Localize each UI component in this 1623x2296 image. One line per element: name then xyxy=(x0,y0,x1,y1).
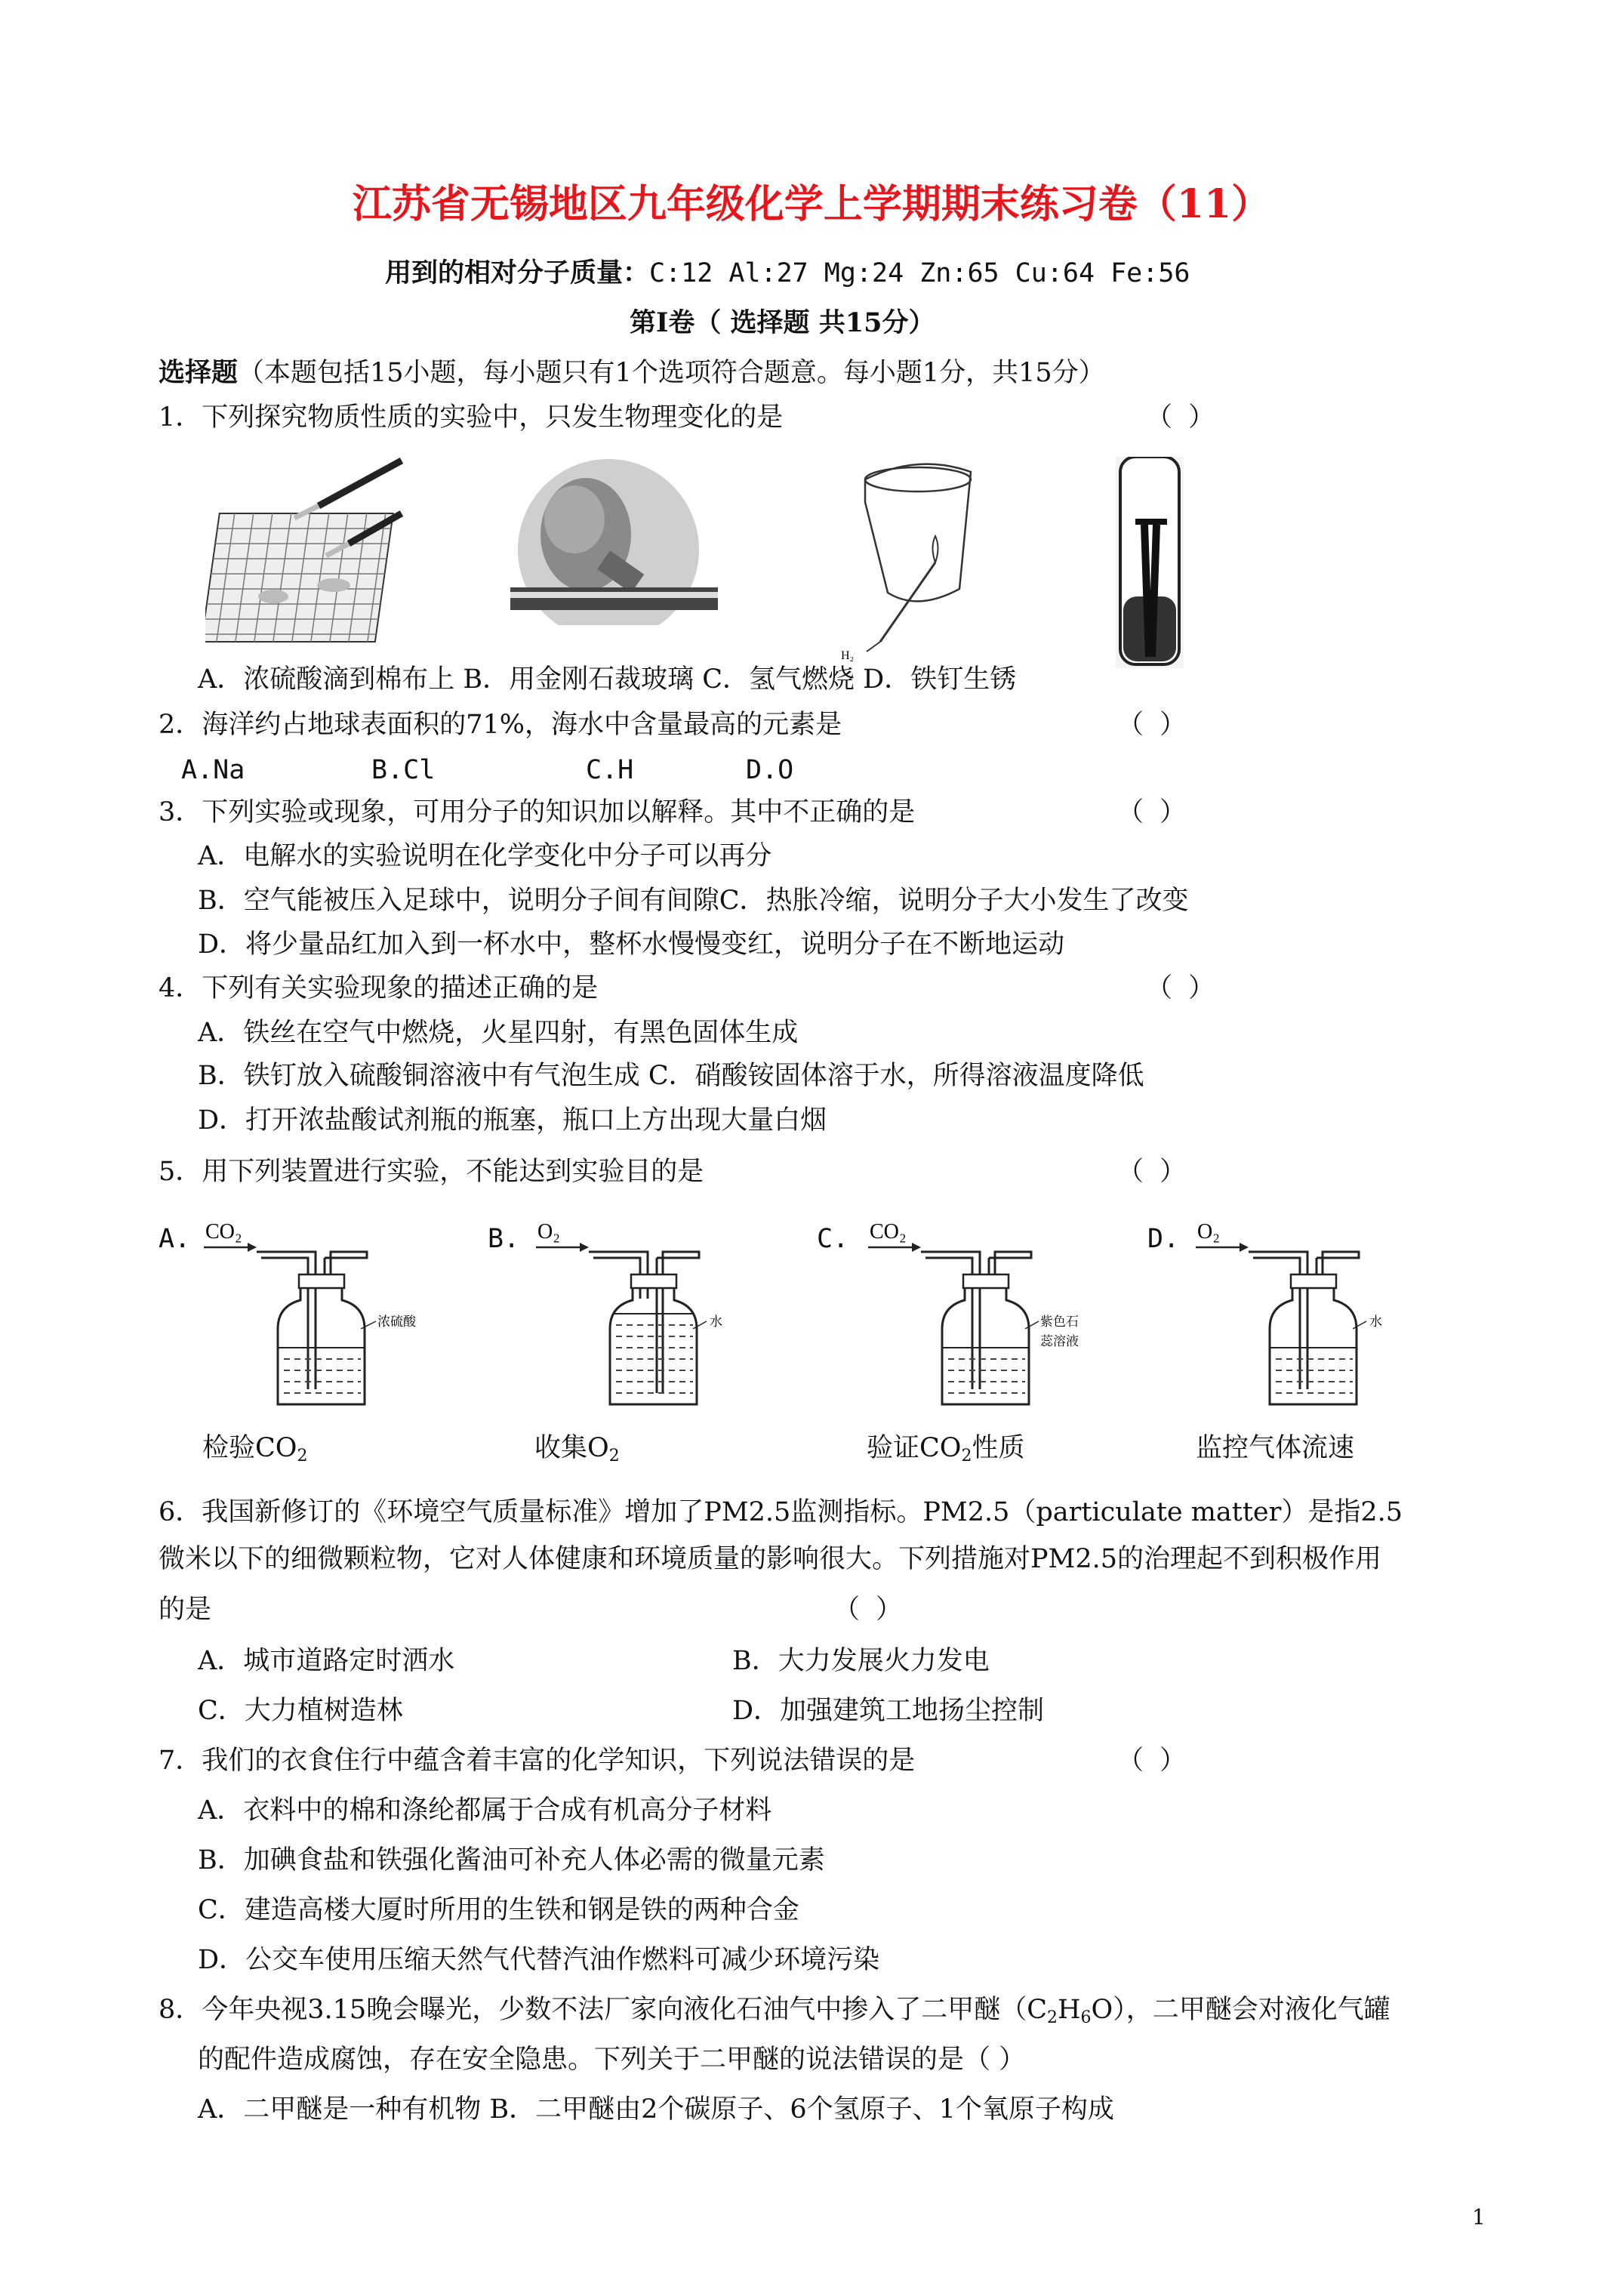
relative-masses xyxy=(385,258,1190,288)
masses-values: C:12 Al:27 Mg:24 Zn:65 Cu:64 Fe:56 xyxy=(649,258,1190,288)
q5-liquid-b: 水 xyxy=(710,1314,722,1329)
q5-liquid-c: 紫色石蕊溶液 xyxy=(1040,1314,1079,1348)
q5-stem: 5．用下列装置进行实验，不能达到实验目的是 xyxy=(159,1157,704,1187)
q5-caption-a-sub: 2 xyxy=(297,1447,308,1465)
q5-gas-b: O₂ xyxy=(537,1220,560,1244)
intro-label: 选择题 xyxy=(159,357,239,388)
q6-line3: 的是 xyxy=(159,1595,212,1625)
q1-figure-iron-nail-rusting xyxy=(1116,457,1184,668)
q5-caption-b xyxy=(534,1433,620,1463)
q5-letter-b: B. xyxy=(488,1224,520,1254)
q5-apparatus-b xyxy=(534,1216,761,1412)
q1-figure-cloth xyxy=(205,453,409,649)
q6-option-d: D．加强建筑工地扬尘控制 xyxy=(732,1696,1045,1726)
q5-letter-c: C. xyxy=(817,1224,849,1254)
q5-caption-d: 监控气体流速 xyxy=(1196,1433,1355,1463)
q3-option-bc: B．空气能被压入足球中，说明分子间有间隙C．热胀冷缩，说明分子大小发生了改变 xyxy=(198,886,1189,916)
q7-stem: 7．我们的衣食住行中蕴含着丰富的化学知识，下列说法错误的是 xyxy=(159,1746,916,1776)
q5-caption-a-text: 检验CO xyxy=(202,1433,297,1463)
q5-letter-d: D. xyxy=(1147,1224,1180,1254)
q7-option-a: A．衣料中的棉和涤纶都属于合成有机高分子材料 xyxy=(198,1795,772,1826)
q7-answer-paren: （ ） xyxy=(1117,1746,1187,1776)
q8-options: A．二甲醚是一种有机物 B．二甲醚由2个碳原子、6个氢原子、1个氧原子构成 xyxy=(198,2094,1114,2125)
section-heading: 第Ⅰ卷（ 选择题 共15分） xyxy=(630,307,935,338)
q6-line2: 微米以下的细微颗粒物，它对人体健康和环境质量的影响很大。下列措施对PM2.5的治理起不到积极作用 xyxy=(159,1544,1382,1574)
q5-gas-c: CO₂ xyxy=(870,1220,907,1244)
q5-liquid-d: 水 xyxy=(1369,1314,1382,1329)
q8-sub-c: 2 xyxy=(1046,2008,1058,2027)
h2-label: H₂ xyxy=(841,649,855,662)
q1-stem: 1．下列探究物质性质的实验中，只发生物理变化的是 xyxy=(159,402,784,433)
q5-caption-b-text: 收集O xyxy=(534,1433,609,1463)
q5-caption-c-post: 性质 xyxy=(972,1433,1025,1463)
q2-option-d: D.O xyxy=(746,755,794,785)
q4-option-d: D．打开浓盐酸试剂瓶的瓶塞，瓶口上方出现大量白烟 xyxy=(198,1105,827,1136)
q2-option-b: B.Cl xyxy=(371,755,436,785)
q8-h: H xyxy=(1057,1995,1081,2025)
q6-line1: 6．我国新修订的《环境空气质量标准》增加了PM2.5监测指标。PM2.5（particulate matter）是指2.5 xyxy=(159,1497,1403,1527)
q8-line2: 的配件造成腐蚀，存在安全隐患。下列关于二甲醚的说法错误的是（ ） xyxy=(198,2045,1026,2075)
q5-caption-c-text: 验证CO xyxy=(867,1433,962,1463)
q1-answer-paren: （ ） xyxy=(1146,402,1215,433)
q3-option-d: D．将少量品红加入到一杯水中，整杯水慢慢变红，说明分子在不断地运动 xyxy=(198,929,1065,960)
q8-sub-h: 6 xyxy=(1080,2008,1092,2027)
q5-apparatus-d xyxy=(1194,1216,1406,1412)
q2-option-a: A.Na xyxy=(181,755,245,785)
q2-stem: 2．海洋约占地球表面积的71%，海水中含量最高的元素是 xyxy=(159,710,842,740)
q5-caption-b-sub: 2 xyxy=(608,1447,620,1465)
q4-option-bc: B．铁钉放入硫酸铜溶液中有气泡生成 C．硝酸铵固体溶于水，所得溶液温度降低 xyxy=(198,1061,1144,1091)
q5-letter-a: A. xyxy=(159,1224,191,1254)
q1-figure-hydrogen-burning xyxy=(835,457,1009,668)
q5-gas-a: CO₂ xyxy=(205,1220,242,1244)
masses-label: 用到的相对分子质量： xyxy=(385,257,650,288)
q6-option-a: A．城市道路定时洒水 xyxy=(198,1646,455,1676)
q5-caption-c xyxy=(867,1433,1025,1463)
page-number: 1 xyxy=(1472,2205,1486,2230)
q8-line1-text: 8．今年央视3.15晚会曝光，少数不法厂家向液化石油气中掺入了二甲醚（C xyxy=(159,1995,1047,2025)
q7-option-b: B．加碘食盐和铁强化酱油可补充人体必需的微量元素 xyxy=(198,1845,825,1875)
q7-option-d: D．公交车使用压缩天然气代替汽油作燃料可减少环境污染 xyxy=(198,1945,880,1975)
q4-answer-paren: （ ） xyxy=(1146,973,1215,1003)
q8-line1-post: O），二甲醚会对液化气罐 xyxy=(1091,1995,1390,2025)
q8-line1 xyxy=(159,1995,1390,2025)
q6-answer-paren: （ ） xyxy=(833,1595,903,1625)
q3-stem: 3．下列实验或现象，可用分子的知识加以解释。其中不正确的是 xyxy=(159,797,916,827)
q6-option-b: B．大力发展火力发电 xyxy=(732,1646,990,1676)
q5-apparatus-a xyxy=(202,1216,429,1412)
section-intro xyxy=(159,358,1105,388)
q4-stem: 4．下列有关实验现象的描述正确的是 xyxy=(159,973,599,1003)
q1-figure-glass-cutting xyxy=(503,451,722,625)
q2-option-c: C.H xyxy=(586,755,634,785)
intro-text: （本题包括15小题，每小题只有1个选项符合题意。每小题1分，共15分） xyxy=(238,358,1105,388)
q5-apparatus-c xyxy=(867,1216,1093,1412)
q4-option-a: A．铁丝在空气中燃烧，火星四射，有黑色固体生成 xyxy=(198,1018,799,1048)
q5-caption-a xyxy=(202,1433,307,1463)
q2-answer-paren: （ ） xyxy=(1117,710,1187,740)
q5-answer-paren: （ ） xyxy=(1117,1157,1187,1187)
q3-option-a: A．电解水的实验说明在化学变化中分子可以再分 xyxy=(198,841,772,871)
page-title: 江苏省无锡地区九年级化学上学期期末练习卷（11） xyxy=(352,181,1271,227)
q3-answer-paren: （ ） xyxy=(1117,797,1187,827)
q5-gas-d: O₂ xyxy=(1197,1220,1220,1244)
q5-caption-c-sub: 2 xyxy=(961,1447,972,1465)
q6-option-c: C．大力植树造林 xyxy=(198,1696,403,1726)
q1-options: A．浓硫酸滴到棉布上 B．用金刚石裁玻璃 C．氢气燃烧 D．铁钉生锈 xyxy=(198,664,1017,695)
q5-liquid-a: 浓硫酸 xyxy=(377,1314,416,1329)
q7-option-c: C．建造高楼大厦时所用的生铁和钢是铁的两种合金 xyxy=(198,1895,799,1925)
